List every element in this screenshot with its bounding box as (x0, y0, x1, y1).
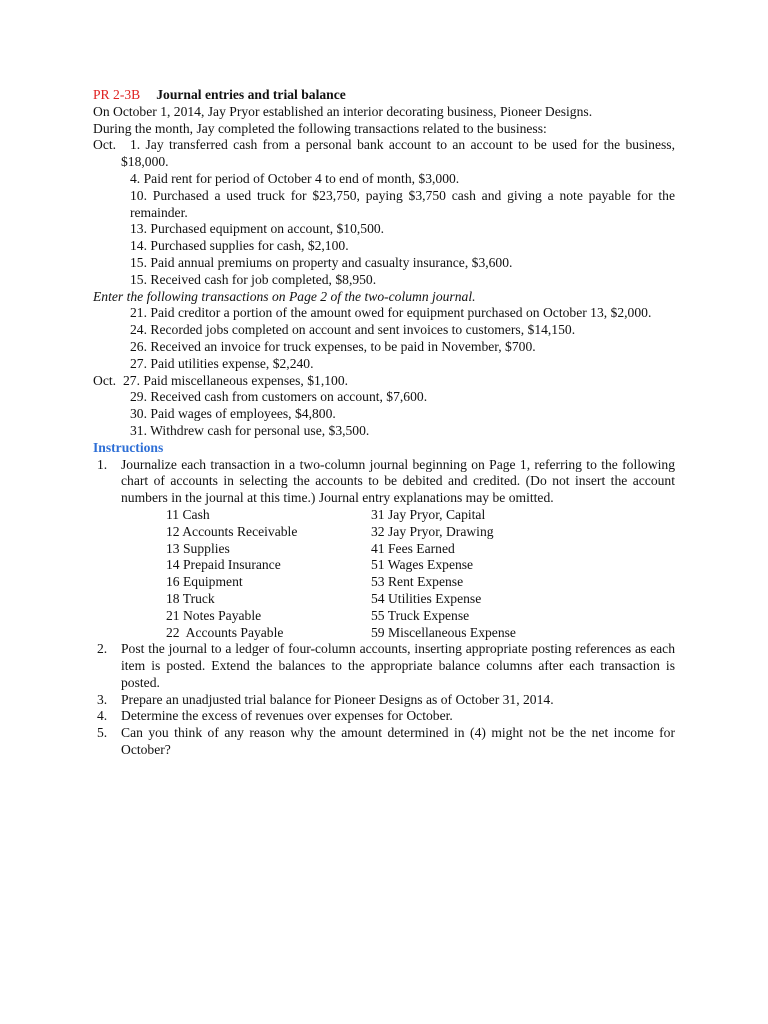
instructions-heading: Instructions (93, 439, 164, 455)
transaction-item: 27. Paid utilities expense, $2,240. (130, 355, 314, 371)
transaction-text (121, 137, 675, 171)
instruction-number: 1. (97, 456, 108, 472)
instruction-item (93, 708, 675, 725)
account-entry: 11 Cash (166, 506, 210, 522)
transaction-item (93, 373, 675, 390)
transaction-item (93, 137, 675, 171)
transaction-item: 15. Paid annual premiums on property and casualty insurance, $3,600. (130, 254, 513, 270)
transaction-item: 4. Paid rent for period of October 4 to end of month, $3,000. (130, 170, 460, 186)
account-entry: 59 Miscellaneous Expense (371, 624, 516, 640)
instructions-list (93, 457, 675, 507)
instruction-text: Determine the excess of revenues over expenses for October. (121, 708, 453, 724)
instruction-number: 5. (97, 725, 108, 741)
transaction-item: 24. Recorded jobs completed on account and sent invoices to customers, $14,150. (130, 322, 576, 338)
transaction-item: 10. Purchased a used truck for $23,750, paying $3,750 cash and giving a note payable for the remainder. (130, 187, 675, 220)
account-entry: 22 Accounts Payable (166, 624, 284, 640)
transaction-month: Oct. (93, 137, 117, 153)
problem-header (93, 87, 675, 104)
instruction-item (93, 725, 675, 759)
account-entry: 55 Truck Expense (371, 607, 470, 623)
instruction-text: Post the journal to a ledger of four-column accounts, inserting appropriate posting references as each item is posted. Extend the balances to the appropriate balance columns after each transaction is posted. (121, 641, 675, 690)
transaction-item: 21. Paid creditor a portion of the amount owed for equipment purchased on October 13, $2,000. (130, 305, 652, 321)
instructions-list-continued (93, 641, 675, 759)
problem-document (93, 87, 675, 759)
intro-line-2: During the month, Jay completed the following transactions related to the business: (93, 120, 547, 136)
transaction-month: Oct. (93, 372, 117, 388)
account-entry: 14 Prepaid Insurance (166, 557, 281, 573)
account-entry: 41 Fees Earned (371, 540, 455, 556)
instruction-number: 4. (97, 708, 108, 724)
transaction-item: 13. Purchased equipment on account, $10,500. (130, 221, 385, 237)
account-entry: 13 Supplies (166, 540, 230, 556)
transaction-item: 30. Paid wages of employees, $4,800. (130, 406, 336, 422)
account-entry: 54 Utilities Expense (371, 590, 482, 606)
instruction-text: Journalize each transaction in a two-column journal beginning on Page 1, referring to the following chart of accounts in selecting the accounts to be debited and credited. (Do not insert the account numbers in the journal at this time.) Journal entry explanations may be omitted. (121, 456, 675, 506)
account-entry: 32 Jay Pryor, Drawing (371, 523, 494, 539)
instruction-text: Can you think of any reason why the amount determined in (4) might not be the net income for October? (121, 725, 675, 758)
instruction-item (93, 457, 675, 507)
account-entry: 18 Truck (166, 590, 215, 606)
chart-of-accounts (93, 507, 675, 641)
transaction-text: 27. Paid miscellaneous expenses, $1,100. (123, 372, 349, 388)
account-entry: 53 Rent Expense (371, 574, 464, 590)
account-entry: 16 Equipment (166, 574, 243, 590)
instruction-item (93, 692, 675, 709)
page2-note: Enter the following transactions on Page 2 of the two-column journal. (93, 288, 476, 304)
transaction-item: 14. Purchased supplies for cash, $2,100. (130, 238, 349, 254)
account-entry: 12 Accounts Receivable (166, 523, 298, 539)
transaction-item: 31. Withdrew cash for personal use, $3,500. (130, 422, 370, 438)
transaction-item: 29. Received cash from customers on account, $7,600. (130, 389, 428, 405)
account-entry: 31 Jay Pryor, Capital (371, 506, 486, 522)
instruction-number: 3. (97, 691, 108, 707)
account-entry: 21 Notes Payable (166, 607, 262, 623)
transaction-item: 26. Received an invoice for truck expenses, to be paid in November, $700. (130, 338, 536, 354)
account-entry: 51 Wages Expense (371, 557, 474, 573)
instruction-text: Prepare an unadjusted trial balance for Pioneer Designs as of October 31, 2014. (121, 691, 554, 707)
instruction-number: 2. (97, 641, 108, 657)
instruction-item (93, 641, 675, 691)
transaction-item: 15. Received cash for job completed, $8,950. (130, 271, 377, 287)
problem-title: Journal entries and trial balance (156, 87, 346, 102)
intro-line-1: On October 1, 2014, Jay Pryor established an interior decorating business, Pioneer Designs. (93, 103, 593, 119)
problem-code: PR 2-3B (93, 87, 141, 102)
transaction-text-content: 1. Jay transferred cash from a personal bank account to an account to be used for the business, $18,000. (121, 137, 675, 170)
